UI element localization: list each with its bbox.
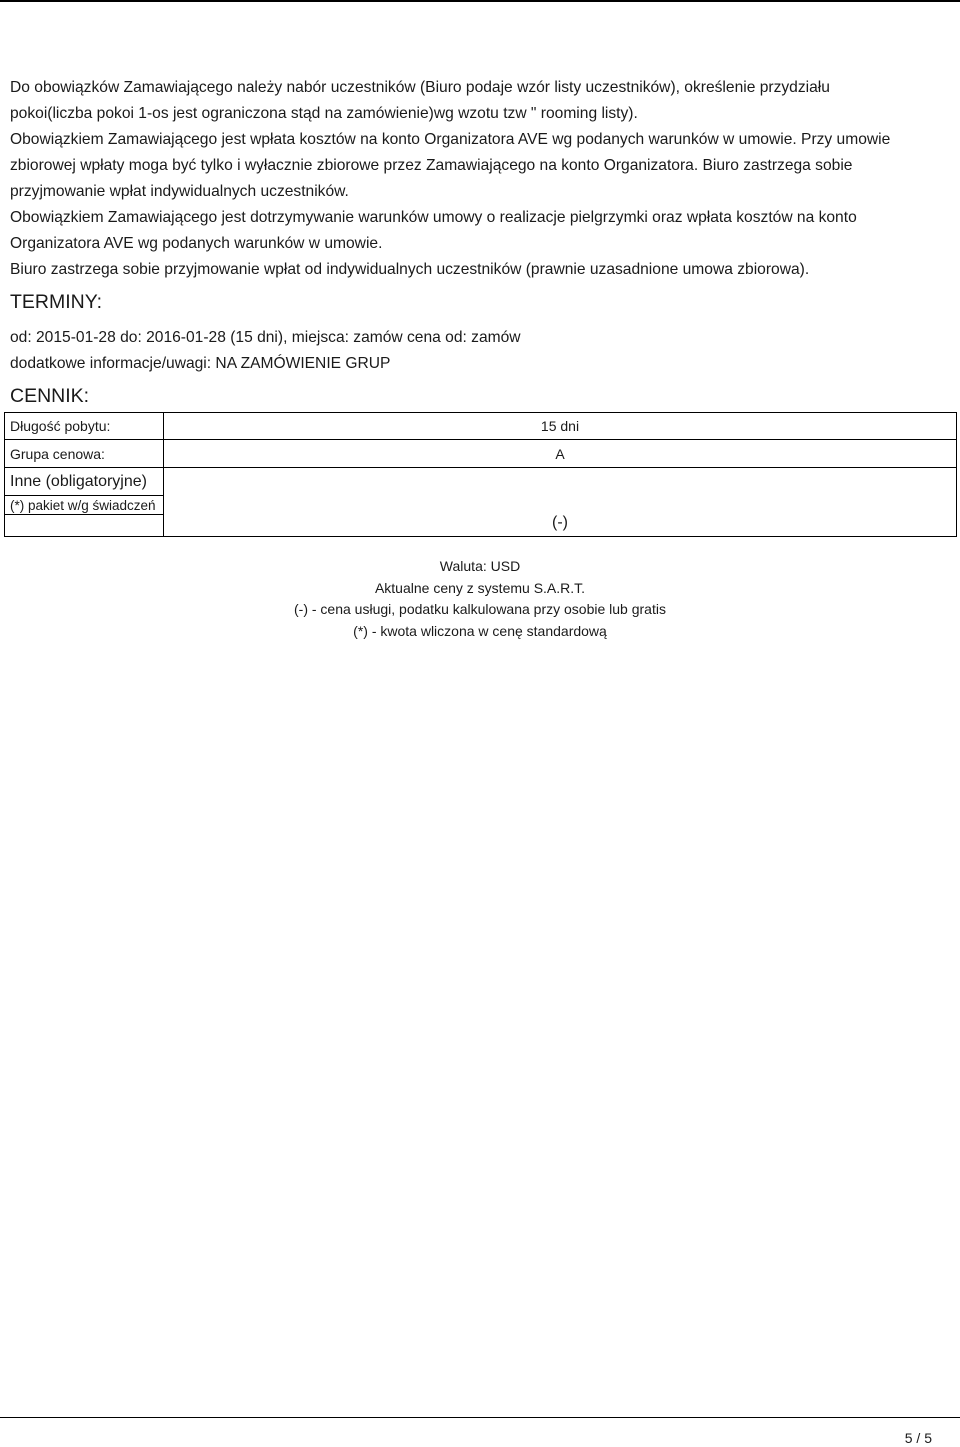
price-group-label: Grupa cenowa: [5, 440, 164, 468]
empty-cell [5, 515, 164, 537]
top-rule [0, 0, 960, 2]
footer-rule [0, 1417, 960, 1418]
intro-text [10, 75, 956, 283]
duration-value: 15 dni [164, 413, 957, 440]
other-label: Inne (obligatoryjne) [5, 468, 164, 496]
intro-line: Obowiązkiem Zamawiającego jest dotrzymywanie warunków umowy o realizacje pielgrzymki oraz wpłata kosztów na konto [10, 209, 857, 226]
terms-dates: od: 2015-01-28 do: 2016-01-28 (15 dni), miejsca: zamów cena od: zamów [10, 329, 521, 346]
price-notes [0, 556, 960, 642]
intro-line: Obowiązkiem Zamawiającego jest wpłata kosztów na konto Organizatora AVE wg podanych warunków w umowie. Przy umowie [10, 131, 891, 148]
terms-block [10, 325, 521, 377]
price-table [4, 412, 957, 537]
terms-info: dodatkowe informacje/uwagi: NA ZAMÓWIENIE GRUP [10, 355, 391, 372]
table-row [5, 440, 957, 468]
intro-line: zbiorowej wpłaty moga być tylko i wyłacznie zbiorowe przez Zamawiającego na konto Organizatora. Biuro zastrzega sobie [10, 157, 853, 174]
intro-line: pokoi(liczba pokoi 1-os jest ograniczona stąd na zamówienie)wg wzotu tzw " rooming listy). [10, 105, 638, 122]
intro-line: Do obowiązków Zamawiającego należy nabór uczestników (Biuro podaje wzór listy uczestników), określenie przydziału [10, 79, 830, 96]
currency-note: Waluta: USD [439, 558, 521, 574]
terminy-heading: TERMINY: [10, 291, 103, 313]
intro-line: Biuro zastrzega sobie przyjmowanie wpłat od indywidualnych uczestników (prawnie uzasadnione umowa zbiorowa). [10, 261, 810, 278]
duration-label: Długość pobytu: [5, 413, 164, 440]
legend-star-note: (*) - kwota wliczona w cenę standardową [353, 622, 607, 639]
page-number: 5 / 5 [904, 1430, 932, 1446]
cennik-heading: CENNIK: [10, 385, 90, 407]
price-group-value: A [164, 440, 957, 468]
prices-source-note: Aktualne ceny z systemu S.A.R.T. [374, 579, 586, 596]
table-row [5, 468, 957, 496]
package-value: (-) [164, 468, 957, 537]
legend-dash-note: (-) - cena usługi, podatku kalkulowana przy osobie lub gratis [294, 601, 666, 617]
intro-line: przyjmowanie wpłat indywidualnych uczestników. [10, 183, 349, 200]
intro-line: Organizatora AVE wg podanych warunków w umowie. [10, 235, 383, 252]
table-row [5, 413, 957, 440]
package-label: (*) pakiet w/g świadczeń [5, 496, 164, 515]
